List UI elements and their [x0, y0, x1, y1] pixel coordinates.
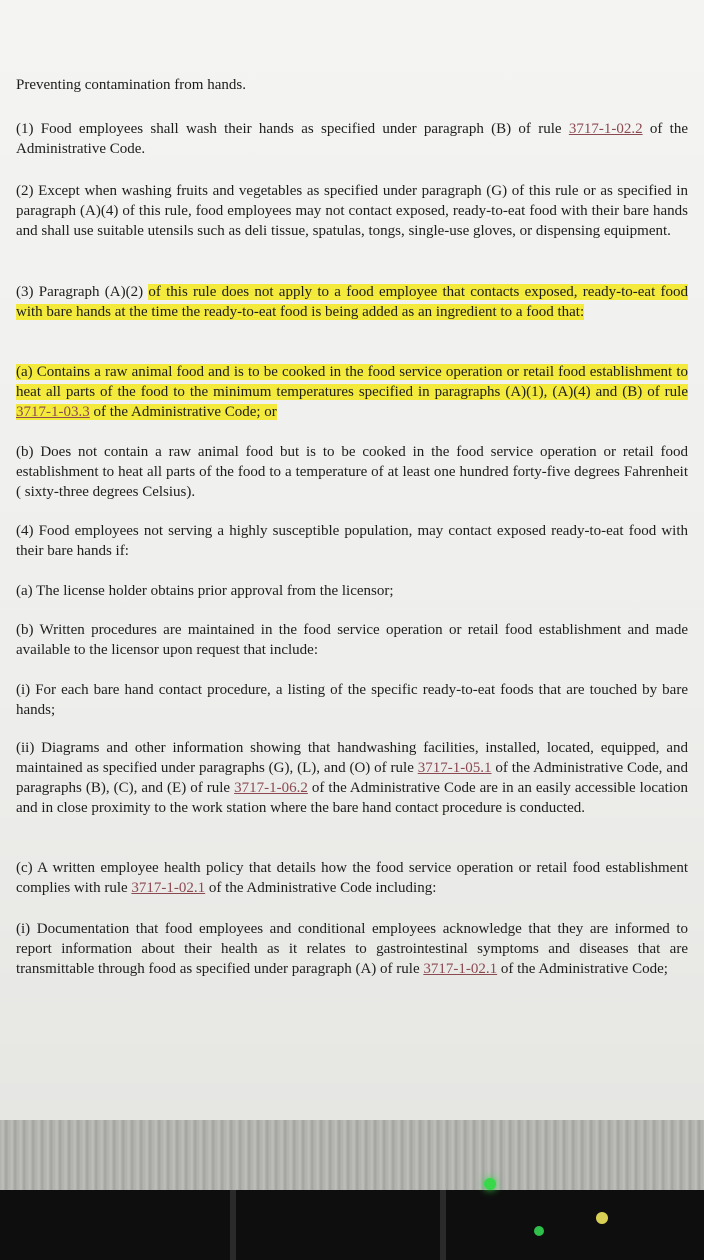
- paragraph-4c-i-text-end: of the Administrative Code;: [497, 961, 668, 977]
- paragraph-3-text: (3) Paragraph (A)(2): [16, 284, 149, 300]
- green-light: [484, 1178, 496, 1190]
- rule-link-3717-1-02-2[interactable]: 3717-1-02.2: [568, 121, 643, 137]
- paragraph-3b: (b) Does not contain a raw animal food but is to be cooked in the food service operation or retail food establishment to heat all parts of the food to a temperature of at least one hundred forty-five degrees Fahrenheit ( sixty-three degrees Celsius).: [16, 444, 688, 500]
- rule-link-3717-1-03-3[interactable]: 3717-1-03.3: [16, 404, 90, 420]
- highlighted-text-3a: (a) Contains a raw animal food and is to be cooked in the food service operation or retail food establishment to heat all parts of the food to the minimum temperatures specified in paragraphs (A)(1), (A)(4) and (B) of rule: [16, 364, 688, 400]
- paragraph-4b-ii-text-end: of the Administrative Code are in an easily accessible location and in close proximity to the work station where the bare hand contact procedure is conducted.: [16, 780, 688, 816]
- panel-divider: [440, 1190, 446, 1260]
- yellow-light: [596, 1212, 608, 1224]
- rule-link-3717-1-05-1[interactable]: 3717-1-05.1: [417, 760, 492, 776]
- paragraph-4b-ii-text-mid: of the Administrative Code, and paragraphs (B), (C), and (E) of rule: [16, 760, 688, 796]
- section-heading: Preventing contamination from hands.: [16, 77, 246, 93]
- rule-link-3717-1-02-1[interactable]: 3717-1-02.1: [131, 880, 206, 896]
- paragraph-1-text-end: of the Administrative Code.: [16, 121, 688, 157]
- panel-divider: [230, 1190, 236, 1260]
- highlighted-text-3a-end: of the Administrative Code; or: [89, 404, 277, 420]
- paragraph-4c-text: (c) A written employee health policy that details how the food service operation or retail food establishment complies with rule: [16, 860, 688, 896]
- paragraph-4b: (b) Written procedures are maintained in the food service operation or retail food establishment and made available to the licensor upon request that include:: [16, 622, 688, 658]
- rule-link-3717-1-02-1-b[interactable]: 3717-1-02.1: [423, 961, 498, 977]
- highlighted-text: of this rule does not apply to a food employee that contacts exposed, ready-to-eat food with bare hands at the time the ready-to-eat food is being added as an ingredient to a food that:: [16, 284, 689, 320]
- paragraph-4b-i: (i) For each bare hand contact procedure, a listing of the specific ready-to-eat foods that are touched by bare hands;: [16, 682, 688, 718]
- paragraph-4c-text-end: of the Administrative Code including:: [205, 880, 437, 896]
- paragraph-3a: [16, 362, 688, 422]
- paragraph-4c-i: [16, 919, 688, 979]
- dark-background: [0, 1190, 704, 1260]
- paragraph-2: (2) Except when washing fruits and vegetables as specified under paragraph (G) of this rule or as specified in paragraph (A)(4) of this rule, food employees may not contact exposed, ready-to-eat food with their bare hands and shall use suitable utensils such as deli tissue, spatulas, tongs, single-use gloves, or dispensing equipment.: [16, 183, 688, 239]
- desk-surface: [0, 1120, 704, 1190]
- paragraph-4a: (a) The license holder obtains prior approval from the licensor;: [16, 583, 394, 599]
- green-light-small: [534, 1226, 544, 1236]
- paragraph-4b-ii: [16, 738, 688, 818]
- paragraph-3: [16, 282, 688, 322]
- paragraph-4: (4) Food employees not serving a highly susceptible population, may contact exposed ready-to-eat food with their bare hands if:: [16, 523, 688, 559]
- paragraph-4b-ii-text: (ii) Diagrams and other information showing that handwashing facilities, installed, located, equipped, and maintained as specified under paragraphs (G), (L), and (O) of rule: [16, 740, 688, 776]
- paragraph-4c: [16, 858, 688, 898]
- paragraph-4c-i-text: (i) Documentation that food employees and conditional employees acknowledge that they are informed to report information about their health as it relates to gastrointestinal symptoms and diseases that are transmittable through food as specified under paragraph (A) of rule: [16, 921, 688, 977]
- paragraph-1-text: (1) Food employees shall wash their hands as specified under paragraph (B) of rule: [16, 121, 569, 137]
- rule-link-3717-1-06-2[interactable]: 3717-1-06.2: [234, 780, 308, 796]
- paragraph-1: [16, 119, 688, 159]
